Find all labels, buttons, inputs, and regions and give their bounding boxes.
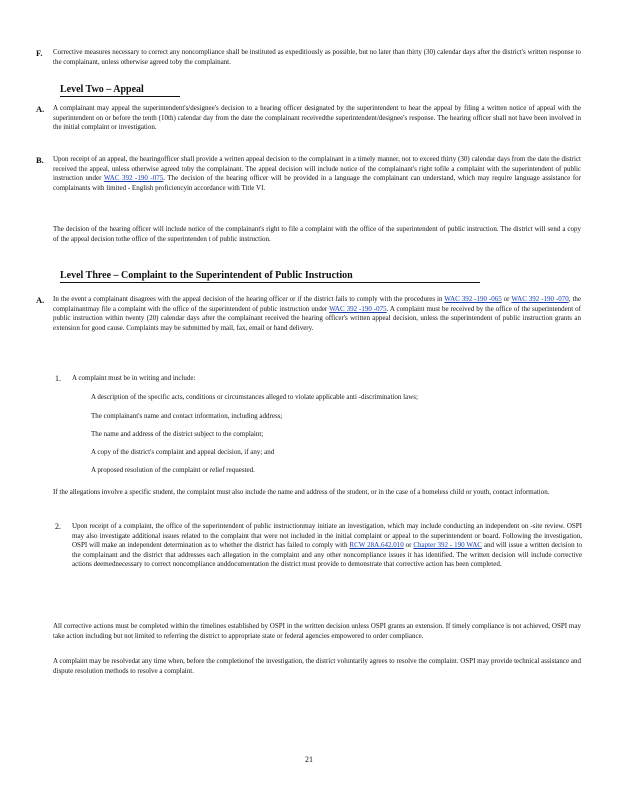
level-three-a-text bbox=[53, 295, 581, 333]
bullet-item: The complainant's name and contact information, including address; bbox=[91, 412, 283, 420]
wac-070-link[interactable]: WAC 392 -190 -070 bbox=[511, 295, 569, 303]
level-three-a-text-4: . A complaint must be received by the office of the superintendent of public instruction within twenty (20) calendar days after the complainant received the hearing officer's written appeal decision, unless the superintendent of public instruction grants an extension for good cause. Complaints may be submitted by mail, fax, email or hand delivery. bbox=[53, 304, 582, 332]
level-two-b-para2: The decision of the hearing officer will include notice of the complainant's right to file a complaint with the office of the superintendent of public instruction. The district will send a copy of the appeal decision tothe office of the superintenden t of public instruction. bbox=[53, 225, 581, 243]
level-three-a-text-2: or bbox=[501, 295, 512, 303]
level-two-b-text-after: . The decision of the hearing officer will be provided in a language the complainant can understand, which may require language assistance for complainants with limited - English proficiencyin accordance with Title VI. bbox=[53, 174, 581, 192]
bullet-item: The name and address of the district subject to the complaint; bbox=[91, 430, 264, 438]
item-2-text-1: Upon receipt of a complaint, the office of the superintendent of public instructionmay initiate an investigation, which may include conducting an independent on -site review. OSPI may also investigate additional issues related to the complaint that were not included in the initial complaint or appeal to the superintendent or board. Following the investigation, OSPI will make an independent determination as to whether the district has failed to comply with bbox=[72, 522, 582, 550]
level-two-b-text bbox=[53, 155, 581, 193]
closing-para-1: All corrective actions must be completed within the timelines established by OSPI in the written decision unless OSPI grants an extension. If timely compliance is not achieved, OSPI may take action including but not limited to referring the district to appropriate state or federal agencies empowered to order compliance. bbox=[53, 622, 581, 640]
item-1-intro: A complaint must be in writing and include: bbox=[72, 374, 196, 382]
wac-075-link[interactable]: WAC 392 -190 -075 bbox=[103, 174, 164, 183]
section-f-label: F. bbox=[36, 48, 43, 58]
chapter-392-190-link[interactable]: Chapter 392 - 190 WAC bbox=[413, 541, 482, 550]
closing-para-2: A complaint may be resolvedat any time when, before the completionof the investigation, the district voluntarily agrees to resolve the complaint. OSPI may provide technical assistance and dispute resolution methods to resolve a complaint. bbox=[53, 657, 581, 675]
level-three-a-text-3: , the complainantmay file a complaint with the office of the superintendent of public instruction under bbox=[53, 295, 581, 313]
level-two-b-text-before: Upon receipt of an appeal, the hearingofficer shall provide a written appeal decision to the complainant in a timely manner, not to exceed thirty (30) calendar days from the date the district received the appeal, unless otherwise agreed toby the complainant. The appeal decision will include notice of the complainant's right tofile a complaint with the superintendent of public instruction under bbox=[53, 155, 581, 183]
level-two-a-text: A complainant may appeal the superintendent's/designee's decision to a hearing officer designated by the superintendent to hear the appeal by filing a written notice of appeal with the superintendent on or before the tenth (10th) calendar day from the date the complainant receivedthe superintendent/designee's response. The hearing officer shall not have been involved in the initial complaint or investigation. bbox=[53, 104, 581, 132]
level-three-heading: Level Three – Complaint to the Superintendent of Public Instruction bbox=[60, 270, 480, 283]
bullet-item: A copy of the district's complaint and appeal decision, if any; and bbox=[91, 448, 275, 456]
rcw-link[interactable]: RCW 28A.642.010 bbox=[349, 541, 404, 550]
item-2-number: 2. bbox=[55, 522, 61, 531]
level-two-a-label: A. bbox=[36, 104, 45, 114]
level-three-a-text-1: In the event a complainant disagrees with the appeal decision of the hearing officer or if the district fails to comply with the procedures in bbox=[53, 295, 445, 303]
level-two-heading: Level Two – Appeal bbox=[60, 84, 180, 97]
section-f-text: Corrective measures necessary to correct any noncompliance shall be instituted as expeditiously as possible, but no later than thirty (30) calendar days after the district's written response to the complainant, unless otherwise agreed toby the complainant. bbox=[53, 48, 581, 66]
item-1-after: If the allegations involve a specific student, the complaint must also include the name and address of the student, or in the case of a homeless child or youth, contact information. bbox=[53, 488, 550, 496]
item-2-text-3: and will issue a written decision to the complainant and the district that addresses each allegation in the complaint and any other noncompliance issues it has identified. The written decision will include corrective actions deemednecessary to correct noncompliance anddocumentation the district must provide to demonstrate that corrective action has been completed. bbox=[72, 541, 582, 569]
item-2-text bbox=[72, 522, 582, 570]
page-number: 21 bbox=[305, 755, 313, 764]
bullet-item: A proposed resolution of the complaint or relief requested. bbox=[91, 466, 255, 474]
item-1-number: 1. bbox=[55, 374, 61, 383]
level-three-a-label: A. bbox=[36, 295, 45, 305]
bullet-item: A description of the specific acts, conditions or circumstances alleged to violate applicable anti -discrimination laws; bbox=[91, 393, 418, 401]
wac-065-link[interactable]: WAC 392 -190 -065 bbox=[444, 295, 502, 303]
item-2-text-2: or bbox=[403, 541, 414, 550]
wac-075-link-2[interactable]: WAC 392 -190 -075 bbox=[329, 304, 387, 313]
level-two-b-label: B. bbox=[36, 155, 44, 165]
